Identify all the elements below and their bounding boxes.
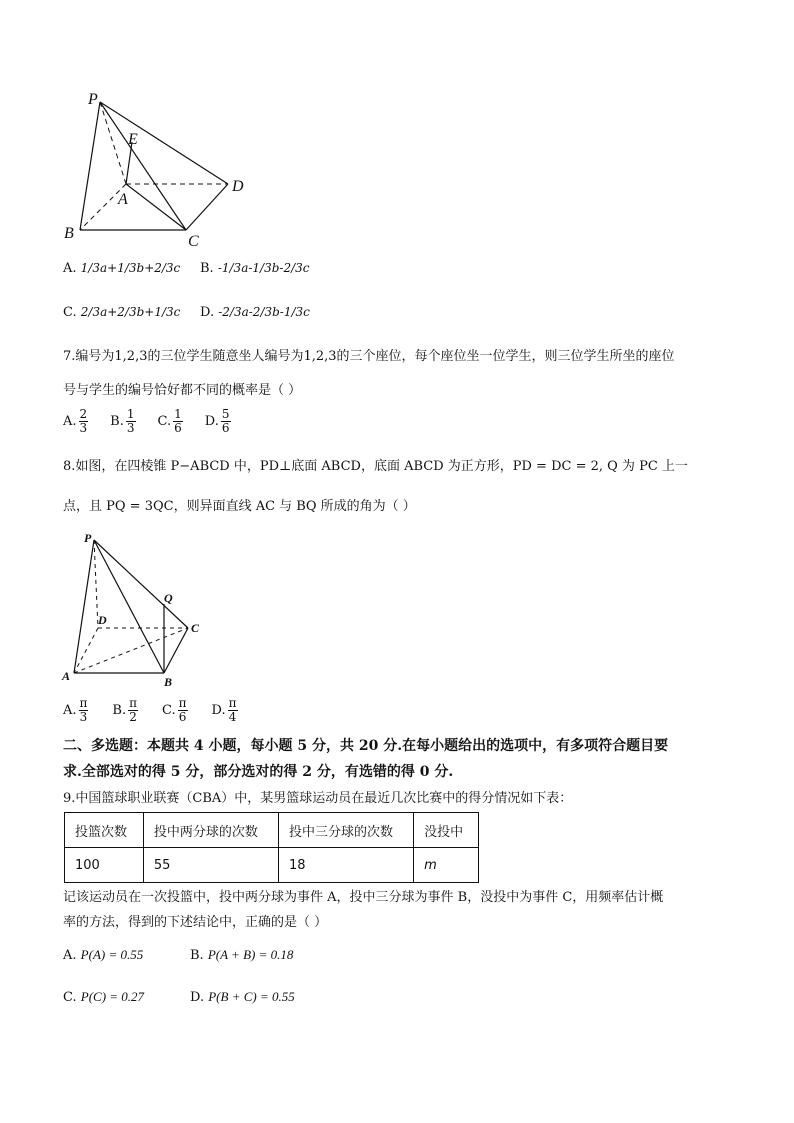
pyramid-figure-2 [60,528,210,690]
option-expr: P(A) = 0.55 [80,947,144,962]
edge-PC [100,102,186,230]
table-header-cell: 投中三分球的次数 [279,813,414,848]
vertex-label-A: A [118,191,128,208]
vertex-label-D: D [98,613,107,627]
table-cell: 55 [143,848,278,883]
edge-PB [94,540,164,673]
q6-option-D-expr: -2/3a-2/3b-1/3c [218,305,310,319]
q7-options [63,408,233,435]
edge-PA [74,540,94,673]
fraction-num: π [178,696,187,710]
table-header-cell: 投中两分球的次数 [143,813,278,848]
q8-question-line2: 点，且 PQ = 3QC，则异面直线 AC 与 BQ 所成的角为（ ） [63,499,416,514]
q9-after-line1: 记该运动员在一次投篮中，投中两分球为事件 A，投中三分球为事件 B，没投中为事件 C，用频率估计概 [63,890,664,905]
q7-option-A [63,408,90,435]
fraction-den: 6 [221,421,230,435]
option-expr: P(A + B) = 0.18 [207,947,294,962]
table-header-cell: 投篮次数 [65,813,144,848]
edge-PB [80,102,100,230]
option-label: A. [63,948,77,963]
fraction-num: 5 [221,407,230,421]
q9-option-A [63,947,143,964]
q9-intro: 9.中国篮球职业联赛（CBA）中，某男篮球运动员在最近几次比赛中的得分情况如下表： [63,791,573,806]
q6-option-A-expr: 1/3a+1/3b+2/3c [80,261,181,275]
q7-option-C [158,408,185,435]
q7-option-D [205,408,233,435]
fraction-den: 4 [228,710,237,724]
q8-options [63,697,240,724]
fraction [221,408,231,435]
q6-option-D [200,304,310,321]
fraction-num: π [228,696,237,710]
table-cell: m [414,848,479,883]
option-label: D. [200,305,215,320]
option-label: B. [110,413,124,429]
q6-option-B [200,260,310,277]
option-label: C. [63,305,77,320]
option-expr: P(C) = 0.27 [80,989,145,1004]
q7-question-line1: 7.编号为1,2,3的三位学生随意坐人编号为1,2,3的三个座位，每个座位坐一位学生，则三位学生所坐的座位 [63,349,675,364]
pyramid-figure-1 [58,88,258,248]
option-label: B. [200,261,214,276]
option-label: A. [63,261,77,276]
fraction-num: π [129,696,137,710]
fraction-den: 3 [79,710,88,724]
segment-AE [126,142,132,184]
q8-option-C [162,697,190,724]
fraction [173,408,183,435]
fraction [126,408,136,435]
edge-AC [126,184,186,230]
vertex-label-E: E [128,131,138,148]
diagonal-AC-hidden [74,628,188,673]
fraction-den: 6 [178,710,187,724]
q7-option-B [110,408,137,435]
edge-PD [100,102,228,184]
q7-question-line2: 号与学生的编号恰好都不同的概率是（ ） [63,383,302,398]
vertex-label-P: P [84,531,92,545]
option-label: A. [63,413,77,429]
edge-PC [94,540,188,628]
table-cell: 18 [279,848,414,883]
option-label: B. [112,702,127,718]
table-header-cell: 没投中 [414,813,479,848]
option-expr: P(B + C) = 0.55 [208,989,295,1004]
vertex-label-P: P [88,91,98,108]
option-label: D. [190,990,205,1005]
fraction [178,697,188,724]
vertex-label-B: B [64,225,74,242]
vertex-label-C: C [188,233,199,248]
section2-heading-line1: 二、多选题：本题共 4 小题，每小题 5 分，共 20 分.在每小题给出的选项中，有多项符合题目要 [63,738,669,754]
q6-option-C [63,304,180,321]
table-header-row [65,813,479,848]
fraction-num: 1 [126,407,135,421]
vertex-label-C: C [191,621,200,635]
section2-heading-line2: 求.全部选对的得 5 分，部分选对的得 2 分，有选错的得 0 分. [63,764,454,780]
option-label: C. [63,990,77,1005]
table-cell: 100 [65,848,144,883]
fraction-den: 3 [79,421,88,435]
q6-option-B-expr: -1/3a-1/3b-2/3c [217,261,310,275]
fraction-den: 2 [129,710,137,724]
q6-option-C-expr: 2/3a+2/3b+1/3c [80,305,181,319]
fraction [79,408,89,435]
vertex-label-A: A [62,669,71,683]
q9-score-table [64,812,479,883]
option-label: C. [162,702,176,718]
option-label: C. [157,413,172,429]
vertex-label-B: B [164,675,173,689]
option-label: A. [63,702,77,718]
vertex-label-D: D [232,178,244,195]
fraction-num: 2 [79,407,88,421]
fraction [79,697,89,724]
fraction-num: π [79,696,88,710]
table-row [65,848,479,883]
q8-option-B [112,697,140,724]
fraction-num: 1 [174,407,182,421]
option-label: D. [204,413,219,429]
q9-after-line2: 率的方法，得到的下述结论中，正确的是（ ） [63,915,328,930]
fraction [128,697,138,724]
q6-option-A [63,260,180,277]
q8-question-line1: 8.如图，在四棱锥 P−ABCD 中，PD⊥底面 ABCD，底面 ABCD 为正方形，PD = DC = 2, Q 为 PC 上一 [63,459,688,474]
q9-option-B [190,947,293,964]
q8-option-D [212,697,240,724]
edge-PA-hidden [100,102,126,184]
option-label: D. [211,702,226,718]
edge-CD [186,184,228,230]
edge-BC [164,628,188,673]
q9-option-C [63,989,144,1006]
fraction-den: 6 [174,421,182,435]
fraction-den: 3 [126,421,135,435]
option-label: B. [190,948,204,963]
q9-option-D [190,989,295,1006]
fraction [228,697,238,724]
q8-option-A [63,697,90,724]
vertex-label-Q: Q [164,591,173,605]
